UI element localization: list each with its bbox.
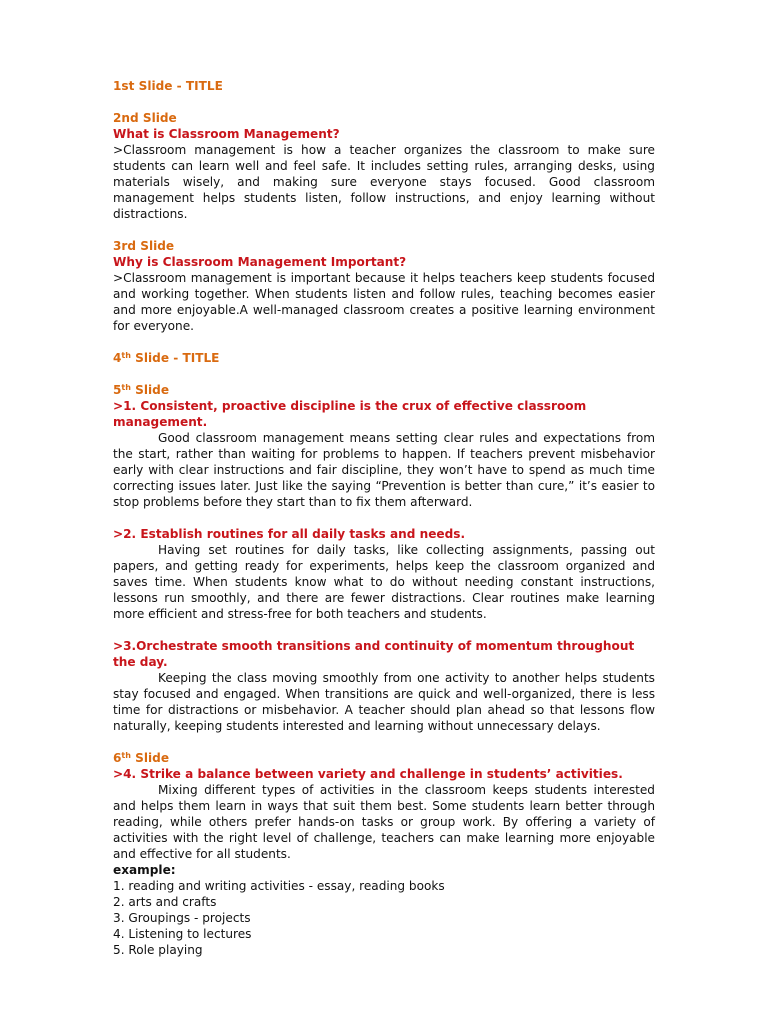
list-item: 3. Groupings - projects	[113, 911, 251, 925]
slide-4-title-text: Slide - TITLE	[130, 351, 220, 365]
list-item: 2. arts and crafts	[113, 895, 217, 909]
slide-2-section	[113, 110, 655, 222]
list-item: 1. reading and writing activities - essay, reading books	[113, 879, 445, 893]
example-label: example:	[113, 863, 176, 877]
spacer	[113, 94, 655, 110]
spacer	[113, 510, 655, 526]
point-3-prefix: >	[113, 639, 124, 653]
point-2-prefix: >	[113, 527, 124, 541]
point-4-body: Mixing different types of activities in the classroom keeps students interested and helps them learn in ways that suit them best. Some students learn better through reading, while others prefer hands-on tasks or group work. By offering a variety of activities with the right level of challenge, teachers can make learning more enjoyable and effective for all students.	[113, 783, 655, 861]
list-item: 4. Listening to lectures	[113, 927, 252, 941]
slide-4-ordinal: th	[121, 351, 131, 360]
point-4-prefix: >	[113, 767, 124, 781]
slide-3-section	[113, 238, 655, 334]
slide-5-number: 5	[113, 383, 122, 397]
point-1-heading	[113, 398, 655, 430]
slide-5-section	[113, 382, 655, 734]
list-item: 5. Role playing	[113, 943, 203, 957]
slide-6-ordinal: th	[121, 751, 131, 760]
slide-6-label-text: Slide	[130, 751, 170, 765]
point-1-prefix: >	[113, 399, 124, 413]
point-3-heading	[113, 638, 655, 670]
spacer	[113, 734, 655, 750]
slide-4-number: 4	[113, 351, 122, 365]
slide-3-label: 3rd Slide	[113, 239, 175, 253]
point-3-body: Keeping the class moving smoothly from one activity to another helps students stay focused and engaged. When transitions are quick and well-organized, there is less time for distractions or misbehavior. A teacher should plan ahead so that lessons flow naturally, keeping students interested and learning without unnecessary delays.	[113, 671, 655, 733]
example-list	[113, 878, 655, 958]
point-4-title: 4. Strike a balance between variety and challenge in students’ activities.	[123, 767, 623, 781]
point-1-body: Good classroom management means setting clear rules and expectations from the start, rather than waiting for problems to happen. If teachers prevent misbehavior early with clear instructions and fair discipline, they won’t have to spend as much time correcting issues later. Just like the saying “Prevention is better than cure,” it’s easier to stop problems before they start than to fix them afterward.	[113, 431, 655, 509]
point-2-body: Having set routines for daily tasks, like collecting assignments, passing out papers, and getting ready for experiments, helps keep the classroom organized and saves time. When students know what to do without needing constant instructions, lessons run smoothly, and there are fewer distractions. Clear routines make learning more efficient and stress-free for both teachers and students.	[113, 543, 655, 621]
spacer	[113, 622, 655, 638]
slide-4-title	[113, 350, 655, 366]
slide-2-heading: What is Classroom Management?	[113, 127, 340, 141]
slide-5-label	[113, 382, 655, 398]
point-2-heading	[113, 526, 655, 542]
slide-2-label: 2nd Slide	[113, 111, 177, 125]
point-2-title: 2. Establish routines for all daily tasks and needs.	[123, 527, 466, 541]
slide-1-title: 1st Slide - TITLE	[113, 79, 223, 93]
spacer	[113, 366, 655, 382]
slide-6-label	[113, 750, 655, 766]
slide-3-heading: Why is Classroom Management Important?	[113, 255, 407, 269]
slide-2-body: >Classroom management is how a teacher organizes the classroom to make sure students can learn well and feel safe. It includes setting rules, arranging desks, using materials wisely, and making sure everyone stays focused. Good classroom management helps students listen, follow instructions, and enjoy learning without distractions.	[113, 143, 655, 221]
point-1-title: 1. Consistent, proactive discipline is the crux of effective classroom management.	[113, 399, 587, 429]
slide-5-ordinal: th	[121, 383, 131, 392]
point-4-heading	[113, 766, 655, 782]
slide-3-body: >Classroom management is important because it helps teachers keep students focused and working together. When students listen and follow rules, teaching becomes easier and more enjoyable.A well-managed classroom creates a positive learning environment for everyone.	[113, 271, 655, 333]
slide-6-section	[113, 750, 655, 958]
spacer	[113, 334, 655, 350]
slide-6-number: 6	[113, 751, 122, 765]
spacer	[113, 222, 655, 238]
slide-5-label-text: Slide	[130, 383, 170, 397]
point-3-title: 3.Orchestrate smooth transitions and continuity of momentum throughout the day.	[113, 639, 635, 669]
